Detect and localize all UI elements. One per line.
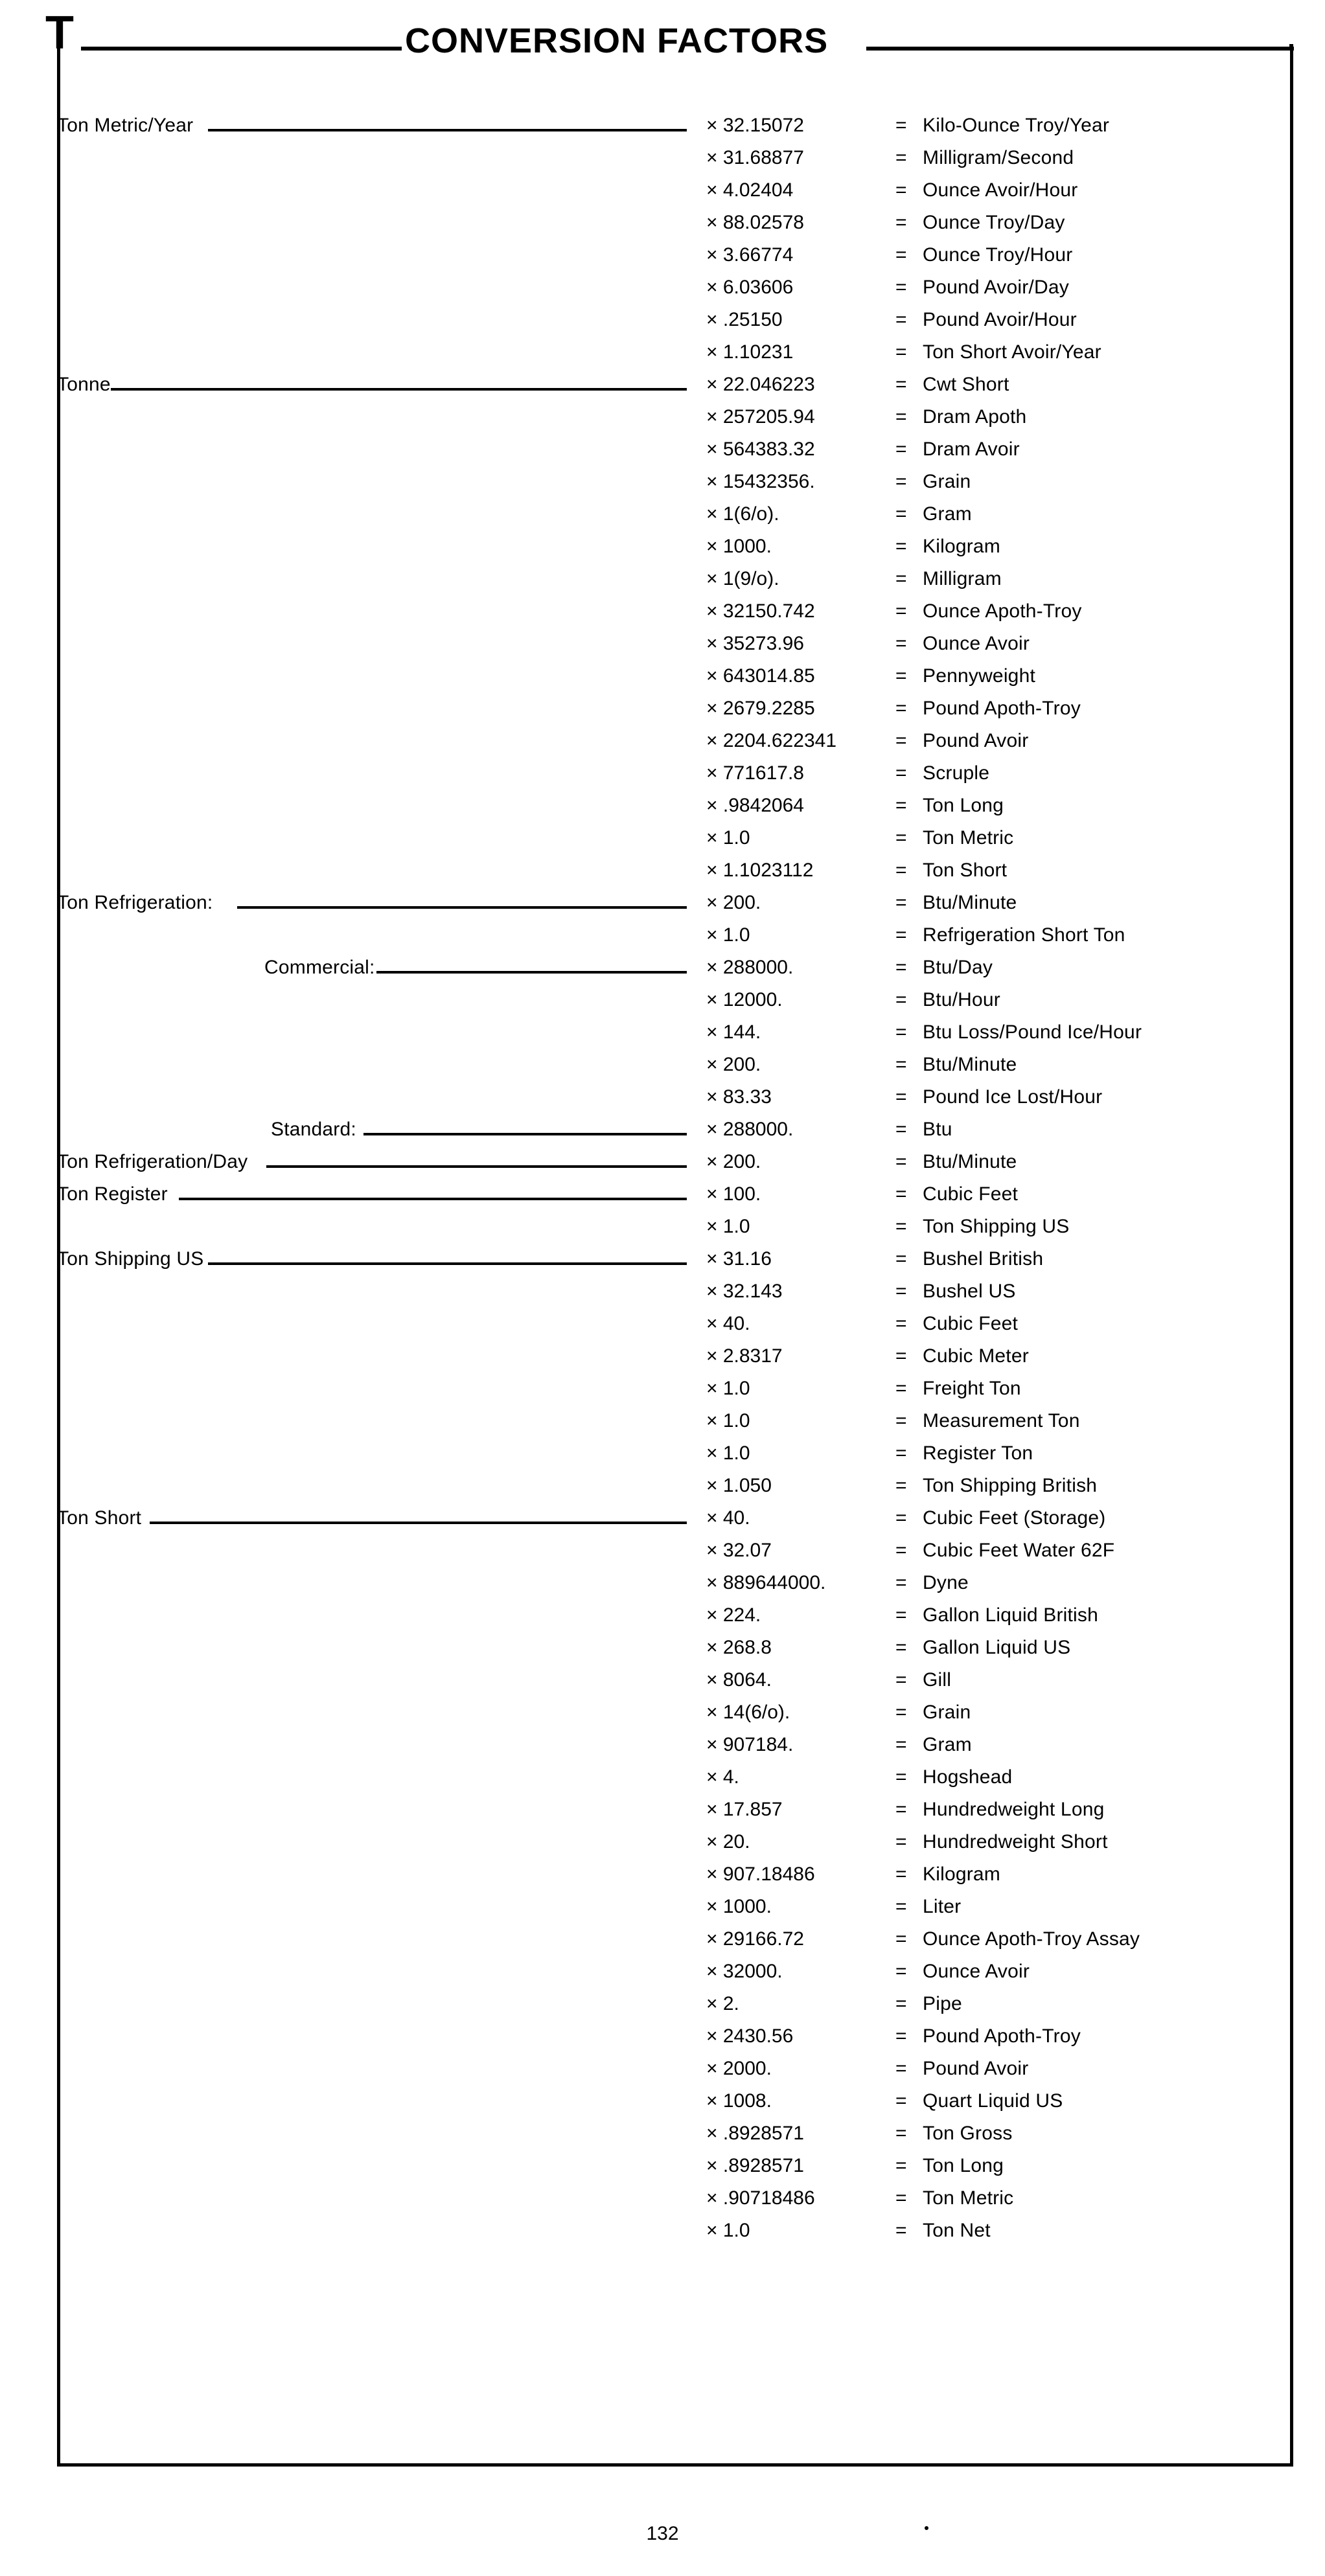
- equals-sign: =: [895, 1378, 907, 1399]
- target-unit: Ton Short: [923, 860, 1008, 881]
- equals-sign: =: [895, 2220, 907, 2241]
- target-unit: Pound Avoir/Hour: [923, 309, 1077, 330]
- equals-sign: =: [895, 698, 907, 719]
- print-artifact-dot: [925, 2526, 928, 2530]
- equals-sign: =: [895, 1313, 907, 1334]
- conversion-factor: × 4.: [706, 1766, 739, 1788]
- target-unit: Pennyweight: [923, 665, 1035, 687]
- conversion-factor: × 35273.96: [706, 633, 804, 654]
- target-unit: Cwt Short: [923, 374, 1009, 395]
- leader-line: [208, 129, 687, 131]
- conversion-factor: × .9842064: [706, 795, 804, 816]
- table-row: [0, 2118, 1325, 2150]
- frame-top-right-stub: [1289, 44, 1293, 47]
- equals-sign: =: [895, 536, 907, 557]
- conversion-factor: × 88.02578: [706, 212, 804, 233]
- conversion-table: [0, 110, 1325, 2248]
- conversion-factor: × 100.: [706, 1183, 761, 1205]
- conversion-factor: × 12000.: [706, 989, 783, 1010]
- equals-sign: =: [895, 827, 907, 849]
- table-row: [0, 304, 1325, 337]
- table-row: [0, 1794, 1325, 1827]
- equals-sign: =: [895, 179, 907, 201]
- equals-sign: =: [895, 1572, 907, 1593]
- conversion-factor: × 1.0: [706, 827, 750, 849]
- table-row: [0, 1600, 1325, 1632]
- conversion-factor: × 1000.: [706, 536, 772, 557]
- conversion-factor: × 2000.: [706, 2058, 772, 2079]
- equals-sign: =: [895, 115, 907, 136]
- conversion-factor: × 200.: [706, 892, 761, 913]
- equals-sign: =: [895, 471, 907, 492]
- table-row: [0, 1049, 1325, 1082]
- target-unit: Gallon Liquid US: [923, 1637, 1071, 1658]
- table-row: [0, 1891, 1325, 1924]
- target-unit: Ounce Avoir/Hour: [923, 179, 1078, 201]
- conversion-factor: × 889644000.: [706, 1572, 826, 1593]
- equals-sign: =: [895, 1961, 907, 1982]
- target-unit: Gallon Liquid British: [923, 1604, 1099, 1626]
- table-row: [0, 1470, 1325, 1503]
- table-row: [0, 661, 1325, 693]
- conversion-factor: × 268.8: [706, 1637, 772, 1658]
- conversion-factor: × 2.: [706, 1993, 739, 2014]
- table-row: [0, 499, 1325, 531]
- target-unit: Gill: [923, 1669, 952, 1691]
- target-unit: Cubic Feet: [923, 1313, 1019, 1334]
- conversion-factor: × .25150: [706, 309, 783, 330]
- conversion-factor: × 1.10231: [706, 341, 794, 363]
- target-unit: Ton Long: [923, 795, 1004, 816]
- table-row: [0, 1729, 1325, 1762]
- conversion-factor: × 40.: [706, 1313, 750, 1334]
- target-unit: Hundredweight Long: [923, 1799, 1105, 1820]
- target-unit: Pound Ice Lost/Hour: [923, 1086, 1103, 1108]
- conversion-factor: × 643014.85: [706, 665, 815, 687]
- table-row: [0, 2053, 1325, 2086]
- table-row: [0, 2021, 1325, 2053]
- conversion-factor: × 22.046223: [706, 374, 815, 395]
- equals-sign: =: [895, 1475, 907, 1496]
- target-unit: Kilogram: [923, 1864, 1000, 1885]
- conversion-factor: × 564383.32: [706, 439, 815, 460]
- equals-sign: =: [895, 2155, 907, 2176]
- table-row: [0, 985, 1325, 1017]
- table-row: [0, 1373, 1325, 1406]
- row-label: Standard:: [271, 1119, 356, 1140]
- conversion-factor: × 2430.56: [706, 2025, 794, 2047]
- conversion-factor: × 32000.: [706, 1961, 783, 1982]
- table-row: [0, 1567, 1325, 1600]
- table-row: [0, 1244, 1325, 1276]
- target-unit: Milligram/Second: [923, 147, 1074, 168]
- equals-sign: =: [895, 1021, 907, 1043]
- equals-sign: =: [895, 439, 907, 460]
- page-title: CONVERSION FACTORS: [405, 21, 829, 60]
- equals-sign: =: [895, 1216, 907, 1237]
- conversion-factor: × 2679.2285: [706, 698, 815, 719]
- target-unit: Register Ton: [923, 1442, 1033, 1464]
- target-unit: Bushel British: [923, 1248, 1044, 1270]
- target-unit: Ounce Avoir: [923, 633, 1030, 654]
- table-row: [0, 855, 1325, 887]
- target-unit: Ounce Avoir: [923, 1961, 1030, 1982]
- table-row: [0, 1503, 1325, 1535]
- conversion-factor: × 83.33: [706, 1086, 772, 1108]
- target-unit: Ton Shipping US: [923, 1216, 1070, 1237]
- conversion-factor: × 17.857: [706, 1799, 783, 1820]
- table-row: [0, 790, 1325, 823]
- target-unit: Hundredweight Short: [923, 1831, 1108, 1852]
- conversion-factor: × .90718486: [706, 2187, 815, 2209]
- equals-sign: =: [895, 2187, 907, 2209]
- target-unit: Liter: [923, 1896, 962, 1917]
- conversion-factor: × 1.0: [706, 1216, 750, 1237]
- equals-sign: =: [895, 2123, 907, 2144]
- table-row: [0, 1211, 1325, 1244]
- equals-sign: =: [895, 2058, 907, 2079]
- equals-sign: =: [895, 212, 907, 233]
- table-row: [0, 1438, 1325, 1470]
- conversion-factor: × 224.: [706, 1604, 761, 1626]
- table-row: [0, 337, 1325, 369]
- target-unit: Btu/Minute: [923, 1054, 1017, 1075]
- conversion-factor: × 4.02404: [706, 179, 794, 201]
- target-unit: Ton Metric: [923, 827, 1014, 849]
- conversion-factor: × 32.07: [706, 1540, 772, 1561]
- table-row: [0, 1665, 1325, 1697]
- page-number: 132: [646, 2523, 679, 2544]
- equals-sign: =: [895, 2025, 907, 2047]
- table-row: [0, 402, 1325, 434]
- conversion-factor: × 144.: [706, 1021, 761, 1043]
- target-unit: Pound Avoir: [923, 730, 1029, 751]
- table-row: [0, 207, 1325, 240]
- target-unit: Hogshead: [923, 1766, 1013, 1788]
- table-row: [0, 2183, 1325, 2215]
- equals-sign: =: [895, 795, 907, 816]
- equals-sign: =: [895, 957, 907, 978]
- equals-sign: =: [895, 568, 907, 589]
- section-letter: T: [45, 7, 73, 59]
- table-row: [0, 2086, 1325, 2118]
- target-unit: Grain: [923, 471, 971, 492]
- target-unit: Freight Ton: [923, 1378, 1021, 1399]
- table-row: [0, 758, 1325, 790]
- equals-sign: =: [895, 374, 907, 395]
- equals-sign: =: [895, 924, 907, 946]
- conversion-factor: × 288000.: [706, 957, 794, 978]
- target-unit: Kilo-Ounce Troy/Year: [923, 115, 1110, 136]
- target-unit: Quart Liquid US: [923, 2090, 1063, 2112]
- table-row: [0, 1535, 1325, 1567]
- conversion-factor: × .8928571: [706, 2155, 804, 2176]
- equals-sign: =: [895, 147, 907, 168]
- row-label: Ton Short: [57, 1507, 142, 1529]
- target-unit: Refrigeration Short Ton: [923, 924, 1125, 946]
- equals-sign: =: [895, 406, 907, 427]
- target-unit: Btu/Minute: [923, 892, 1017, 913]
- equals-sign: =: [895, 1248, 907, 1270]
- target-unit: Btu: [923, 1119, 952, 1140]
- target-unit: Ton Net: [923, 2220, 991, 2241]
- conversion-factor: × 1000.: [706, 1896, 772, 1917]
- target-unit: Grain: [923, 1702, 971, 1723]
- conversion-factor: × 1(6/o).: [706, 503, 779, 525]
- table-row: [0, 434, 1325, 466]
- leader-line: [376, 971, 687, 974]
- table-row: [0, 1146, 1325, 1179]
- equals-sign: =: [895, 989, 907, 1010]
- target-unit: Cubic Feet: [923, 1183, 1019, 1205]
- leader-line: [179, 1198, 687, 1200]
- row-label: Ton Refrigeration:: [57, 892, 213, 913]
- equals-sign: =: [895, 1799, 907, 1820]
- target-unit: Cubic Feet Water 62F: [923, 1540, 1115, 1561]
- conversion-factor: × 1.0: [706, 2220, 750, 2241]
- equals-sign: =: [895, 860, 907, 881]
- table-row: [0, 1114, 1325, 1146]
- conversion-factor: × 257205.94: [706, 406, 815, 427]
- equals-sign: =: [895, 1442, 907, 1464]
- conversion-factor: × 14(6/o).: [706, 1702, 790, 1723]
- conversion-factor: × 1008.: [706, 2090, 772, 2112]
- conversion-factor: × 3.66774: [706, 244, 794, 266]
- conversion-factor: × .8928571: [706, 2123, 804, 2144]
- target-unit: Ton Long: [923, 2155, 1004, 2176]
- target-unit: Gram: [923, 503, 972, 525]
- table-row: [0, 1697, 1325, 1729]
- conversion-factor: × 6.03606: [706, 277, 794, 298]
- equals-sign: =: [895, 1054, 907, 1075]
- table-row: [0, 175, 1325, 207]
- table-row: [0, 2150, 1325, 2183]
- conversion-factor: × 1.050: [706, 1475, 772, 1496]
- table-row: [0, 1632, 1325, 1665]
- conversion-factor: × 288000.: [706, 1119, 794, 1140]
- equals-sign: =: [895, 309, 907, 330]
- equals-sign: =: [895, 1831, 907, 1852]
- equals-sign: =: [895, 277, 907, 298]
- table-row: [0, 240, 1325, 272]
- table-row: [0, 1276, 1325, 1308]
- table-row: [0, 628, 1325, 661]
- table-row: [0, 272, 1325, 304]
- equals-sign: =: [895, 1766, 907, 1788]
- target-unit: Btu Loss/Pound Ice/Hour: [923, 1021, 1142, 1043]
- target-unit: Milligram: [923, 568, 1002, 589]
- conversion-factor: × 2204.622341: [706, 730, 837, 751]
- target-unit: Gram: [923, 1734, 972, 1755]
- table-row: [0, 110, 1325, 142]
- target-unit: Ounce Apoth-Troy: [923, 600, 1082, 622]
- conversion-factor: × 32.143: [706, 1281, 783, 1302]
- equals-sign: =: [895, 1507, 907, 1529]
- conversion-factor: × 200.: [706, 1151, 761, 1172]
- table-row: [0, 1406, 1325, 1438]
- conversion-factor: × 1.0: [706, 1410, 750, 1431]
- table-row: [0, 1082, 1325, 1114]
- conversion-factor: × 40.: [706, 1507, 750, 1529]
- conversion-factor: × 31.68877: [706, 147, 804, 168]
- table-row: [0, 1017, 1325, 1049]
- table-row: [0, 1308, 1325, 1341]
- equals-sign: =: [895, 1993, 907, 2014]
- row-label: Ton Metric/Year: [57, 115, 194, 136]
- target-unit: Btu/Day: [923, 957, 993, 978]
- table-row: [0, 596, 1325, 628]
- table-row: [0, 1956, 1325, 1989]
- equals-sign: =: [895, 244, 907, 266]
- table-row: [0, 466, 1325, 499]
- table-row: [0, 2215, 1325, 2248]
- target-unit: Ounce Apoth-Troy Assay: [923, 1928, 1140, 1950]
- target-unit: Cubic Meter: [923, 1345, 1029, 1367]
- equals-sign: =: [895, 503, 907, 525]
- target-unit: Btu/Hour: [923, 989, 1000, 1010]
- table-row: [0, 564, 1325, 596]
- conversion-factor: × 8064.: [706, 1669, 772, 1691]
- table-row: [0, 1924, 1325, 1956]
- conversion-factor: × 29166.72: [706, 1928, 804, 1950]
- conversion-factor: × 771617.8: [706, 762, 804, 784]
- equals-sign: =: [895, 1864, 907, 1885]
- table-row: [0, 1989, 1325, 2021]
- target-unit: Measurement Ton: [923, 1410, 1080, 1431]
- leader-line: [208, 1262, 687, 1265]
- conversion-factor: × 907.18486: [706, 1864, 815, 1885]
- table-row: [0, 1341, 1325, 1373]
- table-row: [0, 142, 1325, 175]
- equals-sign: =: [895, 1151, 907, 1172]
- equals-sign: =: [895, 892, 907, 913]
- target-unit: Kilogram: [923, 536, 1000, 557]
- row-label: Commercial:: [264, 957, 375, 978]
- leader-line: [150, 1522, 687, 1524]
- table-row: [0, 952, 1325, 985]
- conversion-factor: × 1.0: [706, 1378, 750, 1399]
- equals-sign: =: [895, 730, 907, 751]
- conversion-factor: × 907184.: [706, 1734, 794, 1755]
- equals-sign: =: [895, 1086, 907, 1108]
- target-unit: Pipe: [923, 1993, 962, 2014]
- conversion-factor: × 1(9/o).: [706, 568, 779, 589]
- target-unit: Dyne: [923, 1572, 969, 1593]
- target-unit: Ton Gross: [923, 2123, 1013, 2144]
- conversion-factor: × 1.0: [706, 1442, 750, 1464]
- target-unit: Pound Avoir: [923, 2058, 1029, 2079]
- conversion-factor: × 15432356.: [706, 471, 815, 492]
- conversion-factor: × 1.1023112: [706, 860, 814, 881]
- equals-sign: =: [895, 1604, 907, 1626]
- equals-sign: =: [895, 1345, 907, 1367]
- leader-line: [363, 1133, 687, 1135]
- equals-sign: =: [895, 633, 907, 654]
- row-label: Tonne: [57, 374, 111, 395]
- equals-sign: =: [895, 1637, 907, 1658]
- table-row: [0, 1827, 1325, 1859]
- row-label: Ton Register: [57, 1183, 168, 1205]
- table-row: [0, 369, 1325, 402]
- target-unit: Dram Avoir: [923, 439, 1020, 460]
- target-unit: Ounce Troy/Hour: [923, 244, 1073, 266]
- equals-sign: =: [895, 2090, 907, 2112]
- table-row: [0, 1179, 1325, 1211]
- equals-sign: =: [895, 1540, 907, 1561]
- target-unit: Scruple: [923, 762, 990, 784]
- table-row: [0, 531, 1325, 564]
- table-row: [0, 1762, 1325, 1794]
- target-unit: Pound Apoth-Troy: [923, 698, 1081, 719]
- conversion-factor: × 32150.742: [706, 600, 815, 622]
- table-row: [0, 887, 1325, 920]
- target-unit: Bushel US: [923, 1281, 1016, 1302]
- row-label: Ton Refrigeration/Day: [57, 1151, 248, 1172]
- equals-sign: =: [895, 665, 907, 687]
- target-unit: Ton Shipping British: [923, 1475, 1098, 1496]
- conversion-factor: × 200.: [706, 1054, 761, 1075]
- table-row: [0, 725, 1325, 758]
- target-unit: Pound Apoth-Troy: [923, 2025, 1081, 2047]
- target-unit: Btu/Minute: [923, 1151, 1017, 1172]
- equals-sign: =: [895, 1896, 907, 1917]
- conversion-factor: × 32.15072: [706, 115, 804, 136]
- equals-sign: =: [895, 1281, 907, 1302]
- equals-sign: =: [895, 341, 907, 363]
- conversion-factor: × 2.8317: [706, 1345, 783, 1367]
- equals-sign: =: [895, 1669, 907, 1691]
- equals-sign: =: [895, 762, 907, 784]
- leader-line: [237, 906, 687, 909]
- table-row: [0, 823, 1325, 855]
- target-unit: Pound Avoir/Day: [923, 277, 1069, 298]
- target-unit: Cubic Feet (Storage): [923, 1507, 1106, 1529]
- leader-line: [111, 388, 687, 391]
- equals-sign: =: [895, 1183, 907, 1205]
- target-unit: Ounce Troy/Day: [923, 212, 1065, 233]
- equals-sign: =: [895, 1119, 907, 1140]
- leader-line: [266, 1165, 687, 1168]
- target-unit: Ton Metric: [923, 2187, 1014, 2209]
- target-unit: Ton Short Avoir/Year: [923, 341, 1101, 363]
- table-row: [0, 1859, 1325, 1891]
- conversion-factor: × 31.16: [706, 1248, 772, 1270]
- equals-sign: =: [895, 1410, 907, 1431]
- equals-sign: =: [895, 1702, 907, 1723]
- conversion-factor: × 1.0: [706, 924, 750, 946]
- row-label: Ton Shipping US: [57, 1248, 204, 1270]
- equals-sign: =: [895, 1734, 907, 1755]
- table-row: [0, 693, 1325, 725]
- equals-sign: =: [895, 600, 907, 622]
- target-unit: Dram Apoth: [923, 406, 1027, 427]
- equals-sign: =: [895, 1928, 907, 1950]
- conversion-factor: × 20.: [706, 1831, 750, 1852]
- table-row: [0, 920, 1325, 952]
